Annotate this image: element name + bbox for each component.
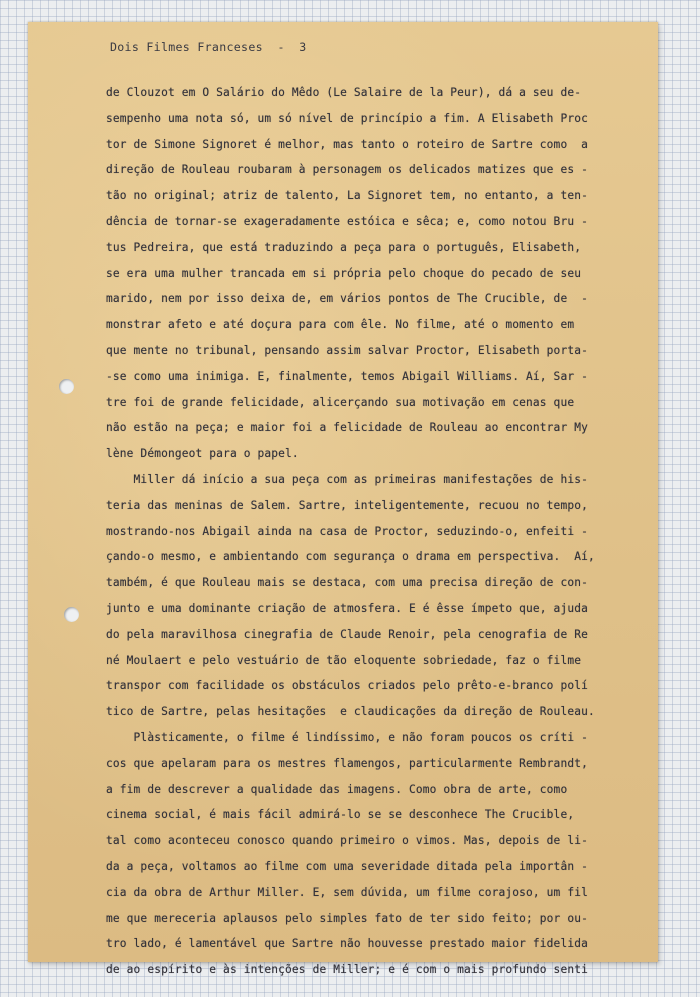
text-line: tro lado, é lamentável que Sartre não houvesse prestado maior fidelida [106,937,588,951]
text-line: Miller dá início a sua peça com as primeiras manifestações de his- [106,472,588,486]
text-line: mostrando-nos Abigail ainda na casa de Proctor, seduzindo-o, enfeiti - [106,524,588,538]
text-line: direção de Rouleau roubaram à personagem os delicados matizes que es - [106,163,588,177]
punch-hole-lower [64,607,79,622]
text-line: sempenho uma nota só, um só nível de princípio a fim. A Elisabeth Proc [106,111,588,125]
text-line: Plàsticamente, o filme é lindíssimo, e não foram poucos os críti - [106,730,588,744]
text-line: tico de Sartre, pelas hesitações e claudicações da direção de Rouleau. [106,705,595,719]
text-line: tus Pedreira, que está traduzindo a peça para o português, Elisabeth, [106,240,582,254]
text-line: tor de Simone Signoret é melhor, mas tanto o roteiro de Sartre como a [106,137,588,151]
text-line: tre foi de grande felicidade, alicerçando sua motivação em cenas que [106,395,575,409]
text-line: monstrar afeto e até doçura para com êle. No filme, até o momento em [106,318,575,332]
text-line: de ao espírito e às intenções de Miller; e é com o mais profundo senti [106,963,588,977]
text-line: junto e uma dominante criação de atmosfera. E é êsse ímpeto que, ajuda [106,601,588,615]
text-line: cos que apelaram para os mestres flamengos, particularmente Rembrandt, [106,756,588,770]
text-line: que mente no tribunal, pensando assim salvar Proctor, Elisabeth porta- [106,343,588,357]
text-line: tão no original; atriz de talento, La Signoret tem, no entanto, a ten- [106,189,588,203]
text-line: cia da obra de Arthur Miller. E, sem dúvida, um filme corajoso, um fil [106,885,588,899]
page-header: Dois Filmes Franceses - 3 [110,40,307,54]
text-line: se era uma mulher trancada em si própria pelo choque do pecado de seu [106,266,582,280]
text-line: da a peça, voltamos ao filme com uma severidade ditada pela importân - [106,859,588,873]
text-line: çando-o mesmo, e ambientando com segurança o drama em perspectiva. Aí, [106,550,595,564]
text-line: não estão na peça; e maior foi a felicidade de Rouleau ao encontrar My [106,421,588,435]
text-line: né Moulaert e pelo vestuário de tão eloquente sobriedade, faz o filme [106,653,582,667]
text-line: transpor com facilidade os obstáculos criados pelo prêto-e-branco polí [106,679,588,693]
text-line: do pela maravilhosa cinegrafia de Claude Renoir, pela cenografia de Re [106,627,588,641]
text-line: -se como uma inimiga. E, finalmente, temos Abigail Williams. Aí, Sar - [106,369,588,383]
text-line: me que mereceria aplausos pelo simples fato de ter sido feito; por ou- [106,911,588,925]
page-body-text [106,80,658,983]
text-line: cinema social, é mais fácil admirá-lo se se desconhece The Crucible, [106,808,575,822]
text-line: a fim de descrever a qualidade das imagens. Como obra de arte, como [106,782,568,796]
text-line: dência de tornar-se exageradamente estóica e sêca; e, como notou Bru - [106,214,588,228]
typewritten-page [28,22,658,977]
text-line: também, é que Rouleau mais se destaca, com uma precisa direção de con- [106,576,588,590]
text-line: de Clouzot em O Salário do Mêdo (Le Salaire de la Peur), dá a seu de- [106,86,582,99]
text-line: teria das meninas de Salem. Sartre, inteligentemente, recuou no tempo, [106,498,588,512]
text-line: tal como aconteceu conosco quando primeiro o vimos. Mas, depois de li- [106,834,588,848]
punch-hole-upper [59,379,74,394]
text-line: lène Démongeot para o papel. [106,447,299,461]
text-line: marido, nem por isso deixa de, em vários pontos de The Crucible, de - [106,292,588,306]
